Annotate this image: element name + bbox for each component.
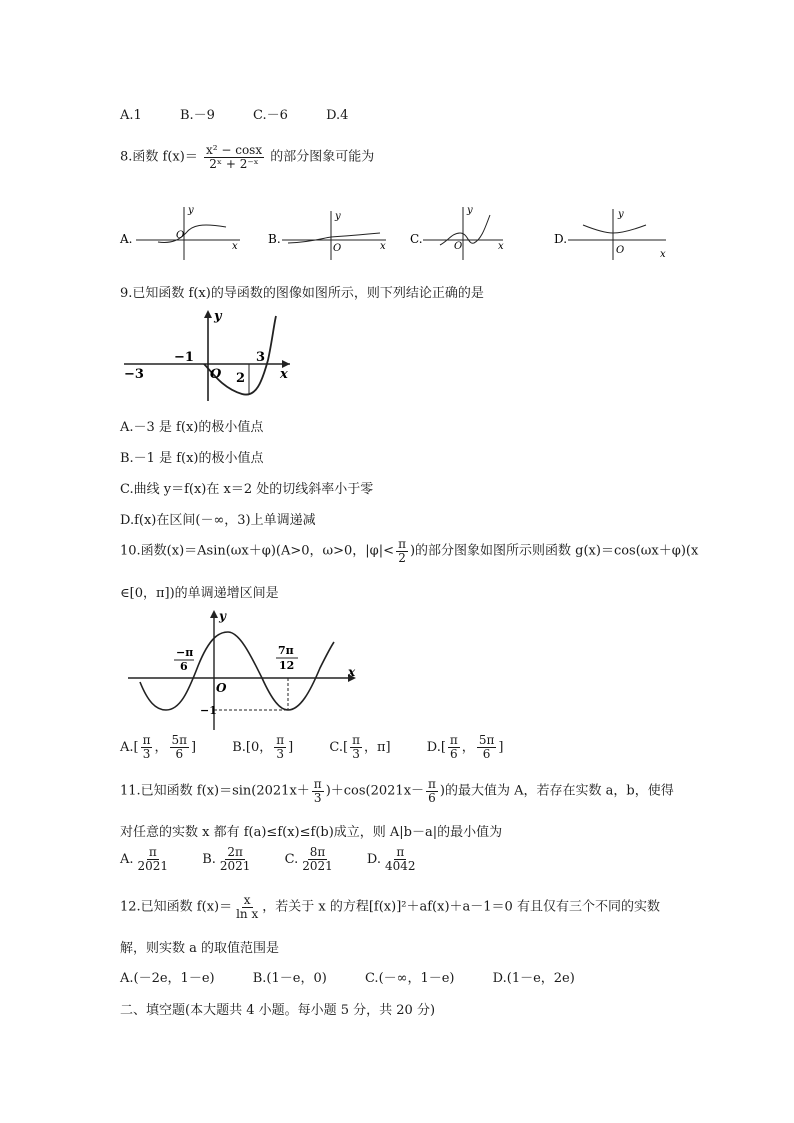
q8-graph-d-curve bbox=[583, 225, 646, 233]
q9-option-b: B.－1 是 f(x)的极小值点 bbox=[120, 451, 264, 466]
q8-fraction bbox=[204, 144, 264, 170]
q7-option-d: D.4 bbox=[326, 108, 349, 123]
q10-label-6: 6 bbox=[180, 660, 188, 673]
q10-frac-num: π bbox=[398, 537, 406, 551]
q9-option-a: A.－3 是 f(x)的极小值点 bbox=[120, 420, 264, 435]
q9-stem: 9.已知函数 f(x)的导函数的图像如图所示，则下列结论正确的是 bbox=[120, 286, 484, 301]
q9-y-arrow bbox=[204, 310, 212, 318]
q12-stem-line1 bbox=[120, 894, 660, 920]
q8-graphs bbox=[118, 205, 678, 265]
q8-graph-b-curve bbox=[288, 233, 380, 243]
q8-graph-a-y-label: y bbox=[188, 205, 194, 216]
q10-stem-a: 10.函数(x)＝Asin(ωx＋φ)(A>0，ω>0，|φ|< bbox=[120, 543, 395, 559]
q8-graph-b-label: B. bbox=[268, 232, 281, 246]
q11-frac1: $\frac{\pi}{3}$ bbox=[313, 777, 322, 805]
q11-stem-line2: 对任意的实数 x 都有 f(a)≤f(x)≤f(b)成立，则 A|b－a|的最小值为 bbox=[120, 825, 503, 840]
q9-tick-neg1: −1 bbox=[174, 350, 194, 365]
q12-stem-line2: 解，则实数 a 的取值范围是 bbox=[120, 941, 280, 956]
q10-y-arrow bbox=[210, 610, 218, 618]
q10-option-d: D.[ $\frac{\pi}{6}$ ， $\frac{5\pi}{6}$ ] bbox=[426, 733, 504, 761]
q10-curve bbox=[140, 632, 334, 710]
q11-frac2: $\frac{\pi}{6}$ bbox=[428, 777, 436, 805]
q7-option-b: B.－9 bbox=[179, 108, 215, 123]
q8-graph-b-x-label: x bbox=[380, 241, 386, 252]
q9-y-label: y bbox=[214, 309, 222, 324]
q9-tick-3: 3 bbox=[256, 350, 266, 365]
q10-option-c: C.[ $\frac{\pi}{3}$ ，π] bbox=[329, 733, 391, 761]
q11-stem-c: )的最大值为 A，若存在实数 a，b，使得 bbox=[439, 783, 674, 799]
q12-option-d: D.(1－e，2e) bbox=[492, 971, 575, 986]
q8-prefix: 8.函数 f(x)＝ bbox=[120, 149, 198, 165]
q7-options bbox=[120, 104, 382, 123]
q9-origin: O bbox=[210, 367, 222, 382]
q10-stem-line1 bbox=[120, 538, 698, 564]
q8-graph-a-label: A. bbox=[120, 232, 133, 246]
q8-graph-c-x-label: x bbox=[498, 241, 504, 252]
q8-graph-d-x-label: x bbox=[660, 249, 666, 260]
q11-stem-a: 11.已知函数 f(x)＝sin(2021x＋ bbox=[120, 783, 310, 799]
q10-stem-b: )的部分图象如图所示则函数 g(x)＝cos(ωx＋φ)(x bbox=[409, 543, 699, 559]
q10-option-a: A.[ $\frac{\pi}{3}$ ， $\frac{5\pi}{6}$ ] bbox=[120, 733, 197, 761]
q11-stem-line1 bbox=[120, 778, 674, 804]
q11-options bbox=[120, 846, 420, 872]
q8-graph-a-origin: O bbox=[176, 230, 185, 241]
q8-graph-c-y-label: y bbox=[467, 205, 473, 216]
q8-graph-b-origin: O bbox=[333, 243, 342, 254]
q10-stem-fraction bbox=[396, 538, 408, 564]
q12-option-c: C.(－∞，1－e) bbox=[364, 971, 455, 986]
q10-y-label: y bbox=[219, 609, 226, 623]
q9-tick-2: 2 bbox=[236, 371, 246, 386]
q8-graph-c-origin: O bbox=[454, 241, 463, 252]
q7-option-c: C.－6 bbox=[253, 108, 288, 123]
q9-tick-neg3: −3 bbox=[124, 367, 144, 382]
q10-stem-line2: ∈[0，π])的单调递增区间是 bbox=[120, 586, 279, 601]
q8-graph-d-label: D. bbox=[554, 232, 568, 246]
q8-stem bbox=[120, 144, 374, 170]
q12-option-a: A.(－2e，1－e) bbox=[120, 971, 215, 986]
q11-option-b: B. $\frac{2\pi}{2021}$ bbox=[202, 845, 251, 873]
q10-label-7pi: 7π bbox=[278, 644, 294, 657]
q9-option-d: D.f(x)在区间(－∞，3)上单调递减 bbox=[120, 513, 316, 528]
q12-options bbox=[120, 967, 609, 986]
q9-x-label: x bbox=[280, 367, 288, 382]
q12-fraction: $\frac{x}{\text{ln x}}$ bbox=[236, 893, 259, 921]
q10-options bbox=[120, 734, 503, 760]
q12-option-b: B.(1－e，0) bbox=[252, 971, 327, 986]
section-heading: 二、填空题(本大题共 4 小题。每小题 5 分，共 20 分) bbox=[120, 1003, 436, 1018]
q8-suffix: 的部分图象可能为 bbox=[270, 149, 375, 165]
q10-origin: O bbox=[216, 681, 227, 695]
q8-graph-c-label: C. bbox=[410, 232, 423, 246]
q9-derivative-graph bbox=[120, 306, 310, 406]
q12-stem-b: ，若关于 x 的方程[f(x)]²＋af(x)＋a－1＝0 有且仅有三个不同的实数 bbox=[262, 899, 660, 915]
q10-x-label: x bbox=[348, 665, 356, 679]
q10-option-b: B.[0， $\frac{\pi}{3}$ ] bbox=[232, 733, 294, 761]
q8-graph-d-y-label: y bbox=[618, 209, 624, 220]
q8-graph-b-y-label: y bbox=[335, 211, 341, 222]
q8-graph-a-x-label: x bbox=[232, 241, 238, 252]
q10-label-neg-pi: −π bbox=[176, 646, 194, 659]
q12-stem-a: 12.已知函数 f(x)＝ bbox=[120, 899, 233, 915]
q10-label-neg1: −1 bbox=[200, 704, 217, 717]
q8-graph-d-origin: O bbox=[616, 245, 625, 256]
q9-option-c: C.曲线 y＝f(x)在 x＝2 处的切线斜率小于零 bbox=[120, 482, 374, 497]
q11-option-a: A. $\frac{\pi}{2021}$ bbox=[120, 845, 169, 873]
q10-sine-graph bbox=[124, 606, 364, 732]
q10-frac-den: 2 bbox=[398, 550, 406, 565]
q10-label-12: 12 bbox=[279, 659, 295, 672]
q8-denominator: 2ˣ + 2⁻ˣ bbox=[209, 156, 259, 171]
q7-option-a: A.1 bbox=[120, 108, 142, 123]
q11-stem-b: )＋cos(2021x－ bbox=[325, 783, 425, 799]
q11-option-d: D. $\frac{\pi}{4042}$ bbox=[366, 845, 416, 873]
q8-numerator: x² − cosx bbox=[205, 143, 263, 157]
q11-option-c: C. $\frac{8\pi}{2021}$ bbox=[284, 845, 333, 873]
